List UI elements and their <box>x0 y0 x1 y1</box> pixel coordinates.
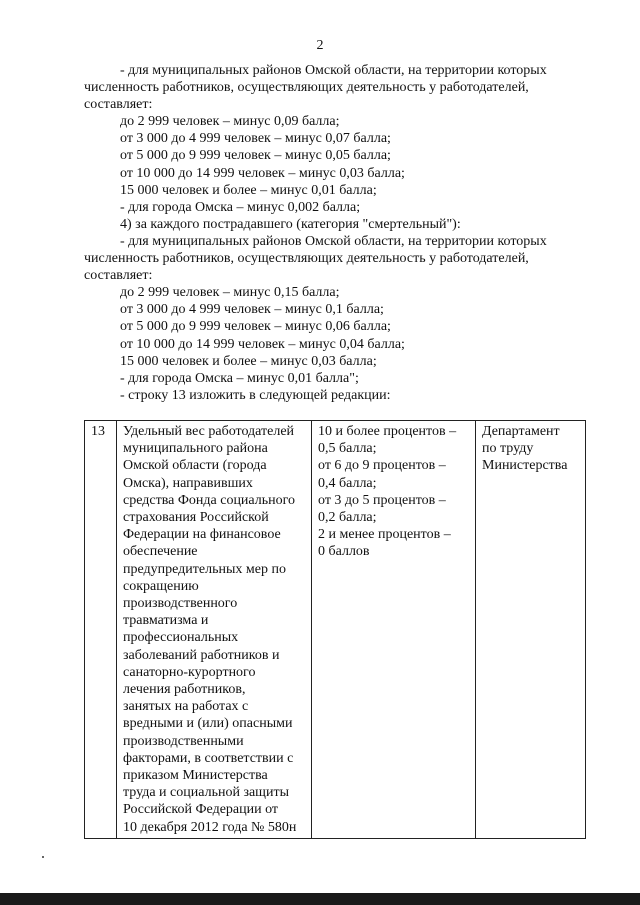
responsible-line: по труду <box>482 441 534 457</box>
indicator-line: предупредительных мер по <box>123 561 286 577</box>
list-line: - для города Омска – минус 0,002 балла; <box>120 199 361 215</box>
list-line: от 3 000 до 4 999 человек – минус 0,07 балла; <box>120 131 391 147</box>
indicator-cell <box>117 421 312 839</box>
indicator-line: сокращению <box>123 578 199 594</box>
list-line: от 5 000 до 9 999 человек – минус 0,06 балла; <box>120 319 391 335</box>
scan-speck <box>42 856 44 858</box>
list-line: 15 000 человек и более – минус 0,01 балла; <box>120 182 377 198</box>
score-line: 2 и менее процентов – <box>318 527 451 543</box>
score-cell <box>312 421 476 839</box>
score-line: 0,2 балла; <box>318 510 377 526</box>
responsible-line: Министерства <box>482 458 568 474</box>
indicator-table <box>84 420 586 839</box>
indicator-line: Омской области (города <box>123 458 267 474</box>
paragraph-line: - для муниципальных районов Омской области, на территории которых <box>120 63 547 78</box>
indicator-line: вредными и (или) опасными <box>123 716 293 732</box>
indicator-line: 10 декабря 2012 года № 580н <box>123 819 297 835</box>
list-line: 15 000 человек и более – минус 0,03 балла; <box>120 353 377 369</box>
list-line: - строку 13 изложить в следующей редакции: <box>120 387 391 403</box>
indicator-line: труда и социальной защиты <box>123 785 289 801</box>
list-line: от 10 000 до 14 999 человек – минус 0,04 балла; <box>120 336 405 352</box>
page-number: 2 <box>316 38 324 53</box>
paragraph-line: - для муниципальных районов Омской области, на территории которых <box>120 233 547 249</box>
table-row <box>85 421 586 839</box>
indicator-line: обеспечение <box>123 544 198 560</box>
paragraph-line: численность работников, осуществляющих деятельность у работодателей, <box>84 80 529 96</box>
indicator-line: Омска), направивших <box>123 475 253 491</box>
list-line: - для города Омска – минус 0,01 балла"; <box>120 370 359 386</box>
indicator-line: производственного <box>123 596 238 612</box>
indicator-line: Федерации на финансовое <box>123 527 281 543</box>
indicator-line: приказом Министерства <box>123 768 268 784</box>
list-line: от 3 000 до 4 999 человек – минус 0,1 балла; <box>120 302 384 318</box>
paragraph-line: численность работников, осуществляющих деятельность у работодателей, <box>84 251 529 267</box>
indicator-line: средства Фонда социального <box>123 492 296 508</box>
responsible-line: Департамент <box>482 424 560 439</box>
responsible-cell <box>476 421 586 839</box>
score-list-1 <box>84 113 590 233</box>
list-line: 4) за каждого пострадавшего (категория "смертельный"): <box>120 216 461 232</box>
list-line: до 2 999 человек – минус 0,15 балла; <box>120 285 340 301</box>
list-line: от 5 000 до 9 999 человек – минус 0,05 балла; <box>120 148 391 164</box>
indicator-line: лечения работников, <box>123 682 246 698</box>
score-line: 0,4 балла; <box>318 475 377 491</box>
row-number-cell: 13 <box>85 421 117 839</box>
indicator-line: заболеваний работников и <box>123 647 280 663</box>
indicator-line: Удельный вес работодателей <box>123 424 295 439</box>
score-line: от 3 до 5 процентов – <box>318 492 446 508</box>
indicator-line: санаторно-курортного <box>123 664 256 680</box>
indicator-line: производственными <box>123 733 244 749</box>
indicator-line: травматизма и <box>123 613 209 629</box>
score-line: от 6 до 9 процентов – <box>318 458 446 474</box>
indicator-line: Российской Федерации от <box>123 802 279 818</box>
scan-edge <box>0 893 640 905</box>
list-line: до 2 999 человек – минус 0,09 балла; <box>120 114 340 130</box>
indicator-line: страхования Российской <box>123 510 269 526</box>
indicator-line: факторами, в соответствии с <box>123 750 294 766</box>
indicator-line: профессиональных <box>123 630 239 646</box>
paragraph-line: составляет: <box>84 97 153 113</box>
score-line: 10 и более процентов – <box>318 424 457 439</box>
score-line: 0 баллов <box>318 544 370 560</box>
indicator-line: муниципального района <box>123 441 268 457</box>
list-line: от 10 000 до 14 999 человек – минус 0,03 балла; <box>120 165 405 181</box>
document-body <box>84 62 590 404</box>
score-line: 0,5 балла; <box>318 441 377 457</box>
paragraph-line: составляет: <box>84 268 153 284</box>
indicator-line: занятых на работах с <box>123 699 249 715</box>
score-list-2 <box>84 284 590 404</box>
